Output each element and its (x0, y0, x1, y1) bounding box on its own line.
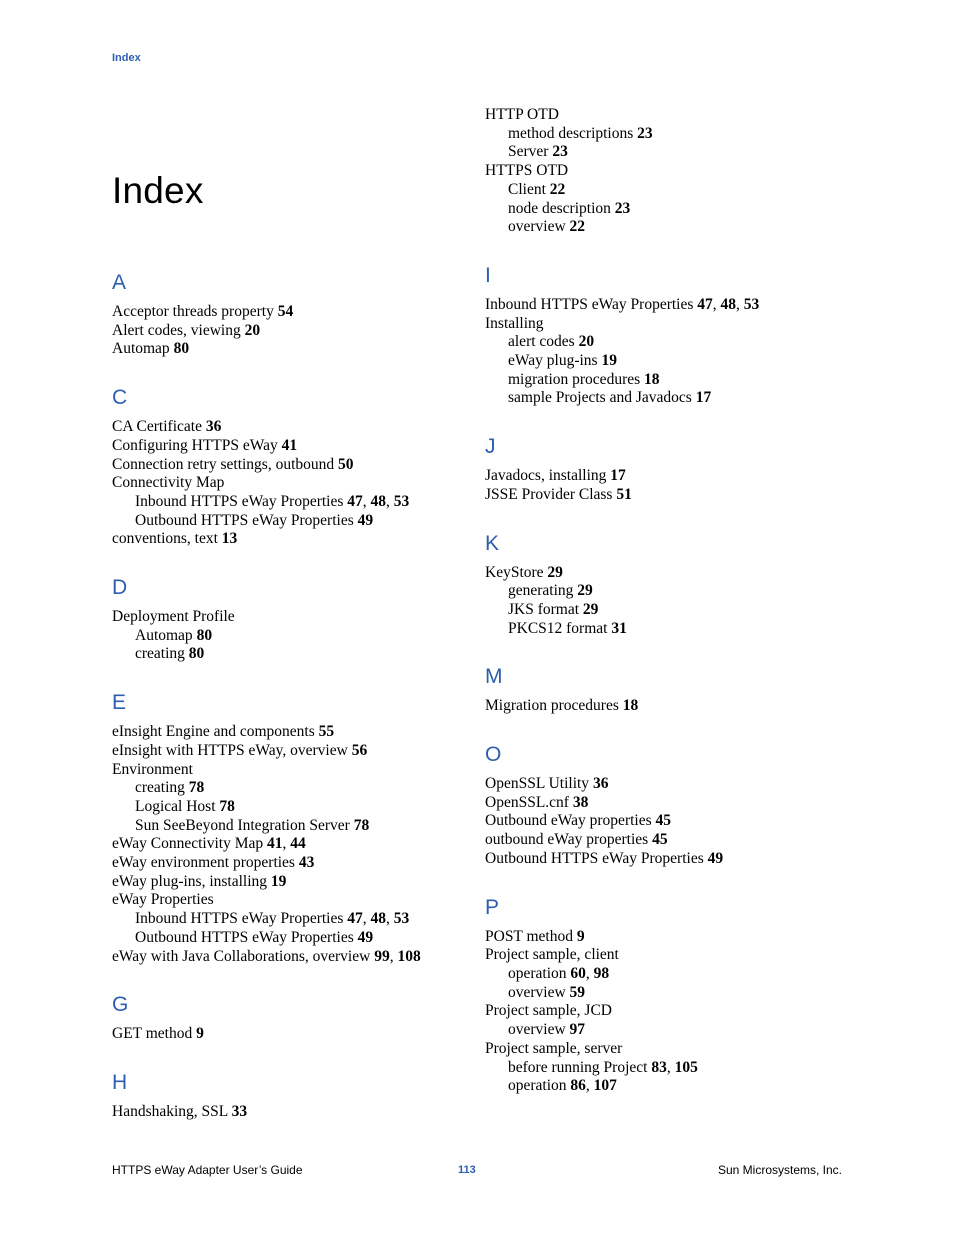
index-entry-text: operation (508, 964, 571, 982)
page-reference-link[interactable]: 53 (743, 295, 760, 313)
index-entry-text: Automap (112, 340, 174, 358)
index-entry (112, 891, 472, 910)
page-reference-link[interactable]: 23 (637, 124, 653, 142)
footer-publisher: Sun Microsystems, Inc. (717, 1163, 842, 1177)
index-entry-text: Outbound eWay properties (485, 812, 656, 830)
index-entry (485, 315, 845, 334)
index-entry (485, 850, 845, 869)
index-entry-text: eWay Properties (112, 891, 214, 909)
page-reference-link[interactable]: 98 (593, 964, 610, 982)
page-reference-link[interactable]: 47 (347, 492, 363, 510)
index-entry (112, 418, 472, 437)
page-reference-link[interactable]: 97 (569, 1021, 586, 1039)
index-entry-text: CA Certificate (112, 418, 206, 436)
index-entry (485, 106, 845, 125)
index-entry-text: node description (508, 199, 615, 217)
page-reference-link[interactable]: 47 (697, 295, 713, 313)
index-entry-text: outbound eWay properties (485, 831, 653, 849)
index-entry (112, 723, 472, 742)
index-letter-heading: C (112, 386, 128, 410)
index-entry (112, 873, 472, 892)
index-entry-text: Javadocs, installing (485, 467, 611, 485)
index-entry (485, 1002, 845, 1021)
index-entry-text: Project sample, JCD (485, 1002, 612, 1020)
page-reference-link[interactable]: 23 (614, 199, 631, 217)
index-entry (485, 296, 845, 315)
index-entry (485, 697, 845, 716)
index-entry-text: Migration procedures (485, 697, 623, 715)
index-letter-heading: G (112, 993, 129, 1017)
page-reference-link[interactable]: 38 (572, 793, 589, 811)
index-subentry (485, 143, 845, 162)
index-entry (485, 794, 845, 813)
index-subentry (485, 1059, 845, 1078)
index-entry (112, 761, 472, 780)
index-entry (485, 486, 845, 505)
index-entry (112, 742, 472, 761)
index-entry-text: GET method (112, 1025, 197, 1043)
index-entry-text: OpenSSL.cnf (485, 793, 573, 811)
page-reference-link[interactable]: 53 (393, 492, 410, 510)
page-reference-link[interactable]: 107 (593, 1077, 617, 1095)
page-reference-link[interactable]: 45 (655, 812, 671, 830)
index-entry-text: overview (508, 983, 570, 1001)
page-reference-link[interactable]: 29 (577, 582, 593, 600)
index-subentry (485, 965, 845, 984)
index-subentry (485, 1021, 845, 1040)
page-reference-link[interactable]: 78 (219, 797, 235, 815)
page-reference-link[interactable]: 36 (205, 418, 222, 436)
index-entry (112, 456, 472, 475)
page-reference-link[interactable]: 17 (695, 389, 712, 407)
index-subentry (485, 582, 845, 601)
index-entry-text: overview (508, 1021, 570, 1039)
index-letter-heading: A (112, 271, 127, 294)
footer-document-title: HTTPS eWay Adapter User’s Guide (112, 1163, 303, 1177)
page-reference-link[interactable]: 41 (281, 436, 298, 454)
index-entry-text: migration procedures (508, 370, 645, 388)
index-entry-text: Outbound HTTPS eWay Properties (135, 511, 358, 529)
index-entry (112, 437, 472, 456)
page-reference-link[interactable]: 105 (674, 1058, 698, 1076)
index-entry-text: eWay plug-ins, installing (112, 872, 271, 890)
page-reference-link[interactable]: 31 (611, 619, 627, 637)
index-subentry (485, 200, 845, 219)
page-ref-separator: , (386, 910, 394, 928)
index-entry-text: HTTPS OTD (485, 162, 569, 180)
index-subentry (112, 817, 472, 836)
page-reference-link[interactable]: 19 (270, 872, 287, 890)
page-reference-link[interactable]: 22 (569, 218, 586, 236)
index-entry-text: Project sample, server (485, 1039, 623, 1057)
index-subentry (485, 1077, 845, 1096)
page-reference-link[interactable]: 9 (576, 927, 585, 945)
page-reference-link[interactable]: 48 (370, 910, 387, 928)
index-entry (485, 812, 845, 831)
index-entry-text: Alert codes, viewing (112, 321, 245, 339)
index-entry-text: Logical Host (135, 797, 220, 815)
page-ref-separator: , (712, 295, 721, 313)
index-entry (112, 530, 472, 549)
index-subentry (485, 620, 845, 639)
page-reference-link[interactable]: 55 (318, 723, 335, 741)
page-reference-link[interactable]: 99 (374, 947, 390, 965)
index-entry-text: PKCS12 format (508, 619, 612, 637)
page-reference-link[interactable]: 51 (616, 485, 632, 503)
index-entry-text: Configuring HTTPS eWay (112, 436, 282, 454)
page-ref-separator: , (585, 1077, 594, 1095)
page-reference-link[interactable]: 59 (569, 983, 586, 1001)
index-entry-text: Acceptor threads property (112, 303, 278, 320)
index-entry-text: Environment (112, 760, 193, 778)
page-reference-link[interactable]: 45 (652, 831, 668, 849)
page-reference-link[interactable]: 49 (707, 849, 724, 867)
index-entry (485, 467, 845, 486)
index-column-left (112, 266, 472, 1122)
page-reference-link[interactable]: 49 (357, 511, 374, 529)
index-subentry (112, 493, 472, 512)
index-entry (485, 831, 845, 850)
index-subentry (485, 389, 845, 408)
index-column-right (485, 106, 845, 1096)
page-reference-link[interactable]: 80 (173, 340, 190, 358)
index-entry-text: sample Projects and Javadocs (508, 389, 696, 407)
index-entry (112, 608, 472, 627)
index-entry-text: Client (508, 180, 550, 198)
index-entry (485, 928, 845, 947)
index-subentry (485, 371, 845, 390)
page-reference-link[interactable]: 41 (267, 835, 283, 853)
page-reference-link[interactable]: 33 (231, 1102, 248, 1120)
index-entry (112, 322, 472, 341)
page-ref-separator: , (282, 835, 291, 853)
index-entry-text: JSSE Provider Class (485, 485, 617, 503)
index-entry-text: creating (135, 779, 189, 797)
index-entry (485, 1040, 845, 1059)
page-reference-link[interactable]: 80 (188, 645, 205, 663)
index-entry-text: eInsight with HTTPS eWay, overview (112, 741, 352, 759)
index-subentry (112, 779, 472, 798)
index-entry-text: Sun SeeBeyond Integration Server (135, 816, 354, 834)
index-entry (112, 1025, 472, 1044)
index-entry-text: Outbound HTTPS eWay Properties (135, 928, 358, 946)
page-reference-link[interactable]: 48 (720, 295, 737, 313)
index-entry-text: Inbound HTTPS eWay Properties (135, 492, 348, 510)
running-head: Index (112, 52, 141, 64)
page-reference-link[interactable]: 36 (592, 775, 609, 793)
index-entry-text: KeyStore (485, 563, 548, 581)
page-reference-link[interactable]: 60 (570, 964, 586, 982)
index-entry-text: JKS format (508, 600, 583, 618)
index-entry-text: generating (508, 582, 578, 600)
index-entry-text: before running Project (508, 1058, 652, 1076)
page-ref-separator: , (386, 492, 394, 510)
index-entry-text: HTTP OTD (485, 106, 559, 123)
page-reference-link[interactable]: 83 (651, 1058, 667, 1076)
index-entry-text: eWay Connectivity Map (112, 835, 268, 853)
page-reference-link[interactable]: 78 (188, 779, 205, 797)
page-ref-separator: , (585, 964, 594, 982)
page-reference-link[interactable]: 56 (351, 741, 368, 759)
page-reference-link[interactable]: 17 (610, 467, 626, 485)
page-reference-link[interactable]: 43 (298, 854, 315, 872)
page-reference-link[interactable]: 78 (353, 816, 370, 834)
index-entry-text: Connectivity Map (112, 474, 225, 492)
index-entry-text: Automap (135, 626, 197, 644)
page-ref-separator: , (389, 947, 398, 965)
index-subentry (485, 125, 845, 144)
index-entry (485, 162, 845, 181)
index-letter-heading: O (485, 743, 502, 767)
index-subentry (485, 352, 845, 371)
index-entry-text: Inbound HTTPS eWay Properties (135, 910, 348, 928)
index-entry-text: conventions, text (112, 530, 222, 548)
page-reference-link[interactable]: 20 (244, 321, 261, 339)
page-ref-separator: , (362, 492, 371, 510)
index-subentry (112, 512, 472, 531)
index-entry (112, 948, 472, 967)
index-entry-text: Inbound HTTPS eWay Properties (485, 295, 698, 313)
index-letter-heading: K (485, 531, 500, 555)
index-entry (112, 303, 472, 322)
page-reference-link[interactable]: 9 (196, 1025, 204, 1043)
page-reference-link[interactable]: 108 (397, 947, 421, 965)
page-reference-link[interactable]: 53 (393, 910, 410, 928)
index-letter-heading: I (485, 263, 491, 287)
page-ref-separator: , (736, 295, 744, 313)
page-reference-link[interactable]: 13 (221, 530, 238, 548)
index-subentry (485, 601, 845, 620)
page-reference-link[interactable]: 23 (552, 143, 568, 161)
index-entry (112, 340, 472, 359)
page-reference-link[interactable]: 44 (290, 835, 306, 853)
index-entry-text: eInsight Engine and components (112, 723, 319, 741)
index-entry-text: overview (508, 218, 570, 236)
footer-page-number: 113 (458, 1164, 476, 1176)
page-reference-link[interactable]: 29 (582, 600, 599, 618)
index-entry-text: Connection retry settings, outbound (112, 455, 339, 473)
index-subentry (485, 218, 845, 237)
index-subentry (485, 333, 845, 352)
index-subentry (112, 798, 472, 817)
index-subentry (485, 181, 845, 200)
page-reference-link[interactable]: 22 (549, 180, 566, 198)
index-entry-text: Project sample, client (485, 946, 619, 964)
index-entry-text: POST method (485, 927, 577, 945)
index-entry-text: alert codes (508, 333, 579, 351)
index-entry-text: Outbound HTTPS eWay Properties (485, 849, 708, 867)
page-reference-link[interactable]: 48 (370, 492, 387, 510)
index-letter-heading: P (485, 895, 500, 919)
index-entry-text: eWay environment properties (112, 854, 299, 872)
index-entry-text: OpenSSL Utility (485, 775, 593, 793)
index-entry (485, 946, 845, 965)
page-reference-link[interactable]: 49 (357, 928, 374, 946)
index-subentry (112, 929, 472, 948)
index-entry (485, 564, 845, 583)
page-reference-link[interactable]: 18 (644, 370, 660, 388)
index-entry-text: Installing (485, 314, 544, 332)
index-subentry (112, 627, 472, 646)
page-reference-link[interactable]: 80 (196, 626, 213, 644)
index-entry (112, 835, 472, 854)
index-entry (112, 474, 472, 493)
index-entry-text: eWay with Java Collaborations, overview (112, 947, 375, 965)
page-ref-separator: , (666, 1058, 675, 1076)
index-entry-text: Server (508, 143, 553, 161)
page-reference-link[interactable]: 18 (622, 697, 639, 715)
index-entry (112, 1103, 472, 1122)
index-entry-text: Handshaking, SSL (112, 1102, 232, 1120)
page-reference-link[interactable]: 29 (547, 563, 563, 581)
index-subentry (112, 645, 472, 664)
index-letter-heading: H (112, 1070, 128, 1094)
page-reference-link[interactable]: 47 (347, 910, 363, 928)
index-subentry (112, 910, 472, 929)
index-letter-heading: M (485, 665, 503, 689)
index-entry-text: method descriptions (508, 124, 638, 142)
page-ref-separator: , (362, 910, 371, 928)
page-reference-link[interactable]: 50 (338, 455, 354, 473)
page-title: Index (112, 170, 204, 211)
index-letter-heading: E (112, 691, 127, 715)
index-entry (485, 775, 845, 794)
index-subentry (485, 984, 845, 1003)
index-entry-text: creating (135, 645, 189, 663)
index-letter-heading: J (485, 435, 496, 459)
page-reference-link[interactable]: 86 (570, 1077, 586, 1095)
index-entry (112, 854, 472, 873)
index-letter-heading: D (112, 576, 128, 600)
page-reference-link[interactable]: 19 (601, 352, 617, 370)
page-reference-link[interactable]: 20 (578, 333, 595, 351)
index-entry-text: operation (508, 1077, 571, 1095)
index-entry-text: eWay plug-ins (508, 352, 602, 370)
index-entry-text: Deployment Profile (112, 608, 235, 626)
page-reference-link[interactable]: 54 (277, 303, 294, 320)
